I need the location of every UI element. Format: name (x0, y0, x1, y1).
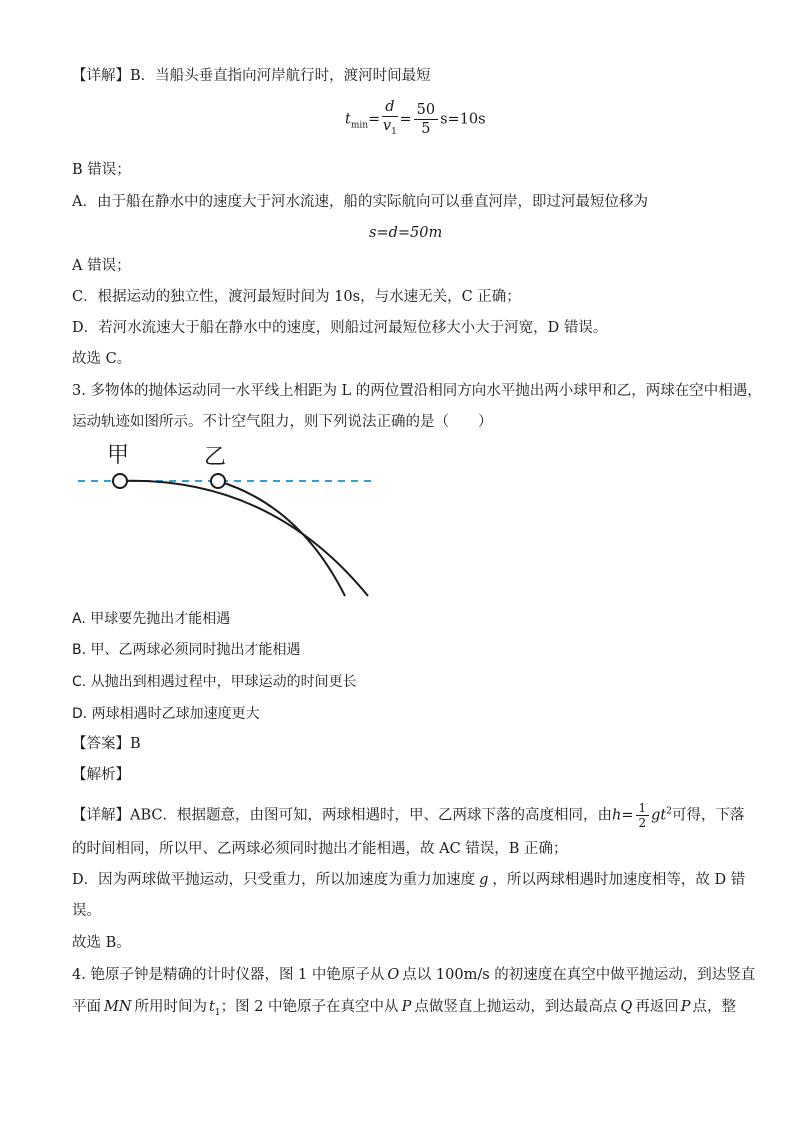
d2-text-1: D．因为两球做平抛运动，只受重力，所以加速度为重力加速度 (72, 872, 476, 888)
a-text: A．由于船在静水中的速度大于河水流速，船的实际航向可以垂直河岸，即过河最短位移为 (72, 194, 648, 210)
d-text: D．若河水流速大于船在静水中的速度，则船过河最短位移大小大于河宽，D 错误。 (72, 320, 608, 336)
frac-half (636, 801, 650, 830)
a-wrong: A 错误； (72, 258, 131, 274)
symbol-O: O (387, 967, 400, 983)
trajectory-jia (120, 481, 368, 596)
q4-line-2 (72, 997, 736, 1023)
formula-h-eq: = (621, 807, 634, 824)
choose-b: 故选 B。 (72, 935, 131, 951)
option-d: D. 两球相遇时乙球加速度更大 (72, 706, 260, 722)
label-jia: 甲 (107, 443, 130, 468)
q3-line-2: 运动轨迹如图所示。不计空气阻力，则下列说法正确的是（ ） (72, 414, 493, 430)
q4-text-7: 再返回 (635, 999, 679, 1015)
abc-detail-line-1 (72, 801, 744, 830)
q4-text-2: 点以 100m/s 的初速度在真空中做平抛运动，到达竖直 (402, 967, 756, 983)
option-c: C. 从抛出到相遇过程中，甲球运动的时间更长 (72, 674, 357, 690)
symbol-MN: MN (104, 999, 132, 1015)
q4-line-1 (72, 965, 755, 985)
symbol-t1-sub: 1 (214, 1007, 221, 1018)
c-text: C．根据运动的独立性，渡河最短时间为 10s，与水速无关，C 正确； (72, 289, 521, 305)
formula-sup: 2 (666, 806, 672, 817)
option-a: A. 甲球要先抛出才能相遇 (72, 611, 231, 627)
answer: 【答案】B (72, 736, 141, 752)
frac-den-5: 5 (421, 120, 431, 137)
q4-text-1: 4. 铯原子钟是精确的计时仪器，图 1 中铯原子从 (72, 967, 385, 983)
abc-text-1: 【详解】ABC．根据题意，由图可知，两球相遇时，甲、乙两球下落的高度相同，由 (72, 807, 612, 824)
frac-half-num: 1 (636, 801, 650, 816)
formula-s-d: s=d=50m (369, 225, 443, 241)
q3-line-1: 3. 多物体的抛体运动同一水平线上相距为 L 的两位置沿相同方向水平抛出两小球甲和乙，两球在空中相遇， (72, 383, 762, 399)
option-b: B. 甲、乙两球必须同时抛出才能相遇 (72, 642, 301, 658)
d2-line-1 (72, 870, 745, 890)
formula-eq: = (368, 111, 381, 128)
frac-den-sub: 1 (391, 126, 397, 137)
formula-gt: gt (651, 807, 667, 824)
abc-text-2: 可得，下落 (671, 807, 745, 824)
symbol-g: g (479, 872, 489, 888)
formula-t: t (345, 111, 351, 128)
ball-yi (211, 474, 225, 488)
detail-b-text: 【详解】B．当船头垂直指向河岸航行时，渡河时间最短 (72, 68, 431, 84)
abc-detail-line-2: 的时间相同，所以甲、乙两球必须同时抛出才能相遇，故 AC 错误，B 正确； (72, 841, 568, 857)
ball-jia (113, 474, 127, 488)
formula-eq-2: = (399, 111, 412, 128)
q4-text-5: ；图 2 中铯原子在真空中从 (220, 999, 399, 1015)
frac-half-den: 2 (638, 816, 647, 830)
formula-h: h (612, 807, 622, 824)
formula-tail: s=10s (440, 111, 486, 128)
symbol-Q: Q (620, 999, 633, 1015)
analysis-heading: 【解析】 (72, 767, 130, 783)
label-yi: 乙 (204, 445, 227, 470)
q4-text-8: 点，整 (692, 999, 736, 1015)
q4-text-4: 所用时间为 (134, 999, 208, 1015)
q4-text-6: 点做竖直上抛运动，到达最高点 (414, 999, 618, 1015)
choose-c: 故选 C。 (72, 351, 132, 367)
symbol-t1: t (209, 999, 215, 1015)
frac-num-d: d (382, 98, 397, 117)
frac-den-v: v (382, 118, 392, 134)
formula-tmin (345, 98, 486, 141)
frac-50-5 (414, 101, 438, 138)
symbol-P: P (401, 999, 412, 1015)
b-wrong: B 错误； (72, 162, 131, 178)
q4-text-3: 平面 (72, 999, 101, 1015)
d2-line-2: 误。 (72, 903, 101, 919)
frac-d-v1 (382, 98, 397, 141)
formula-t-sub: min (350, 120, 369, 131)
frac-num-50: 50 (414, 101, 438, 120)
d2-text-2: ，所以两球相遇时加速度相等，故 D 错 (492, 872, 746, 888)
trajectory-figure (70, 436, 380, 598)
symbol-P-2: P (680, 999, 691, 1015)
